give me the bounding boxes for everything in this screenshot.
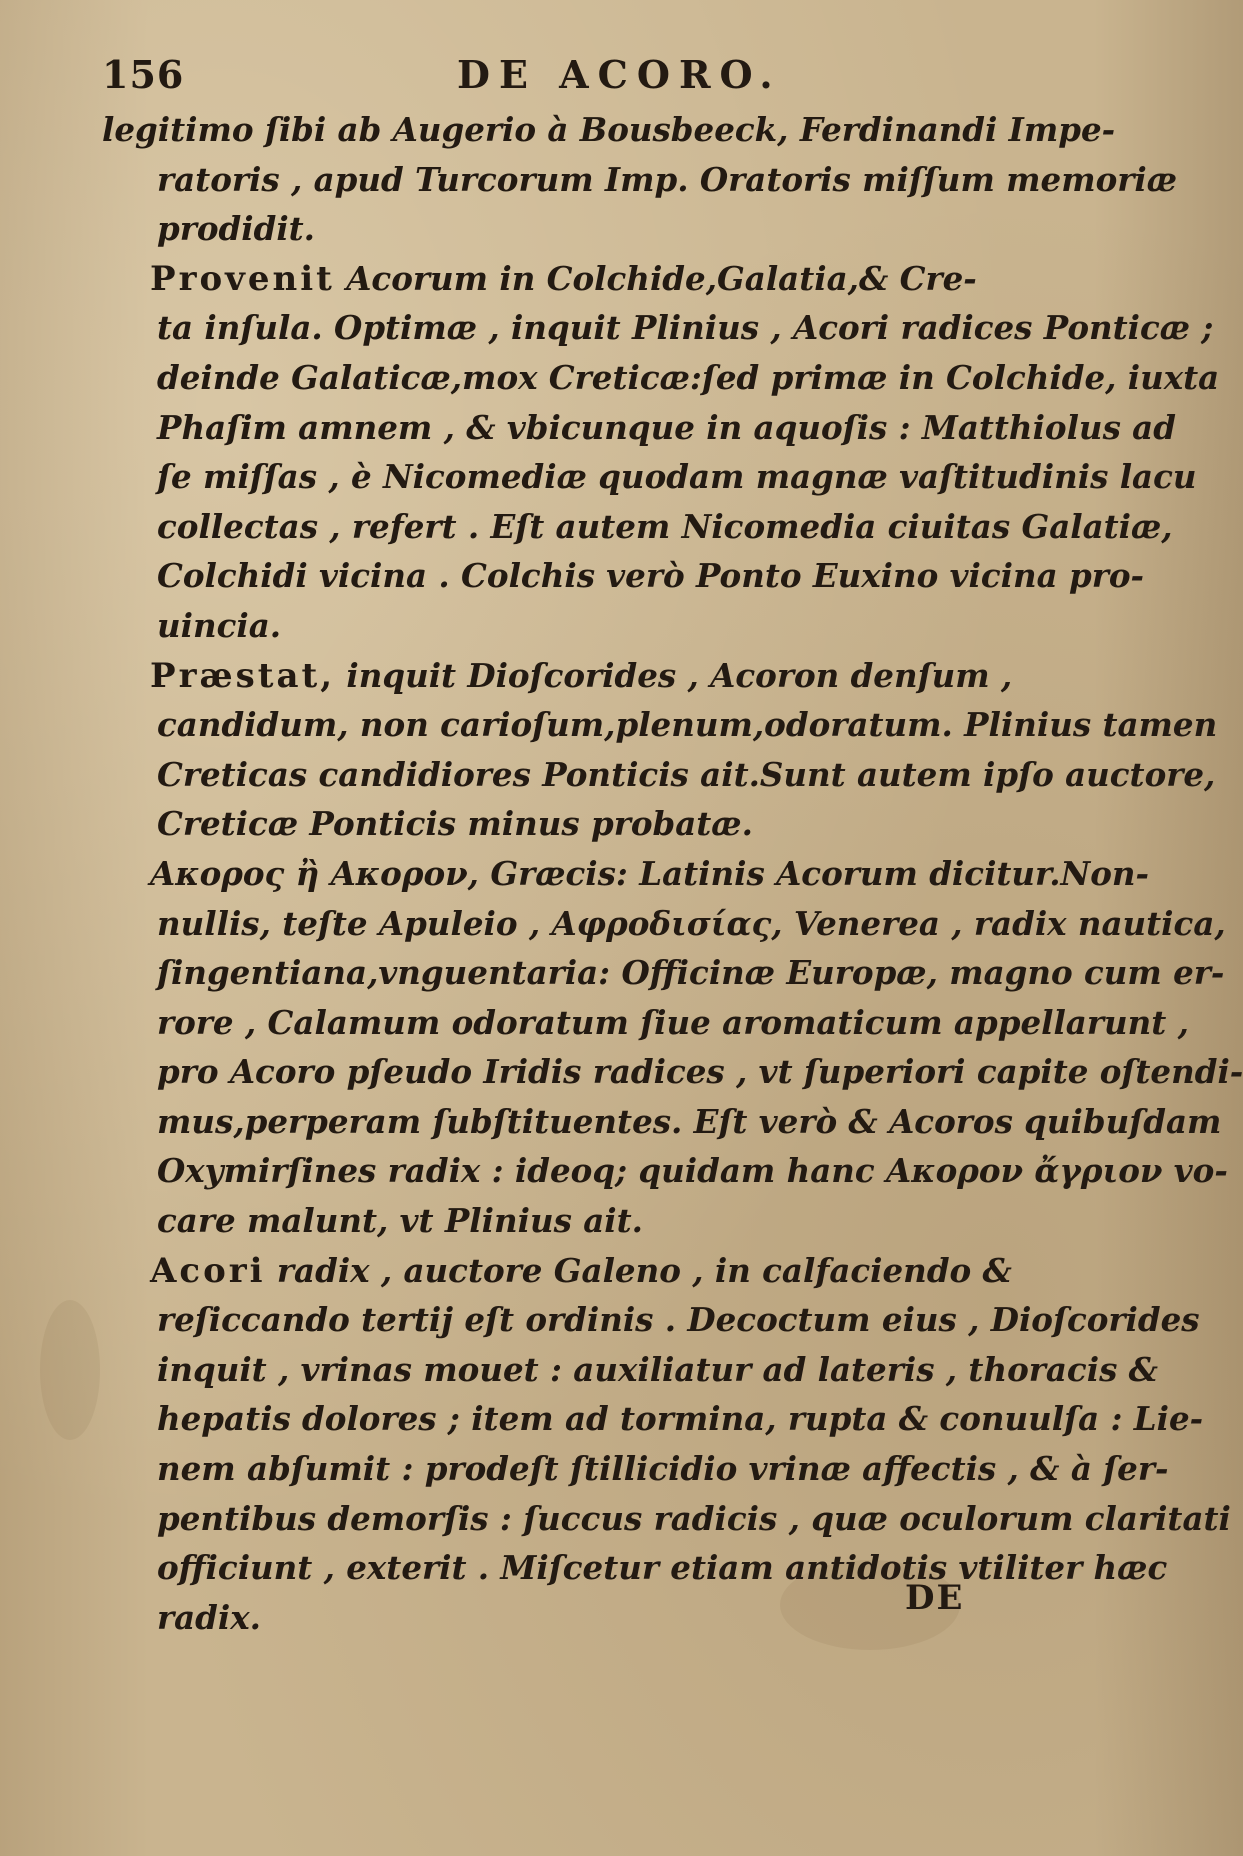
- text-line: candidum, non carioſum,plenum,odoratum. Plinius tamen: [157, 705, 1218, 745]
- text-line: prodidit.: [157, 209, 315, 249]
- text-line: officiunt , exterit . Miſcetur etiam antidotis vtiliter hæc: [157, 1548, 1168, 1588]
- text-line: Oxymirſines radix : ideoq; quidam hanc Ακορον ἄγριον vo-: [157, 1151, 1228, 1191]
- text-line: ta inſula. Optimæ , inquit Plinius , Acori radices Ponticæ ;: [157, 308, 1214, 348]
- text-line: pro Acoro pſeudo Iridis radices , vt ſuperiori capite oſtendi-: [157, 1052, 1243, 1092]
- text-line: ſe miſſas , è Nicomediæ quodam magnæ vaſtitudinis lacu: [157, 457, 1197, 497]
- text-line: uincia.: [157, 605, 282, 645]
- paragraph-lead-word: Acori: [150, 1250, 266, 1291]
- text-line: Phaſim amnem , & vbicunque in aquoſis : Matthiolus ad: [157, 407, 1176, 447]
- text-line: ratoris , apud Turcorum Imp. Oratoris miſſum memoriæ: [157, 159, 1178, 199]
- text-line: Creticæ Ponticis minus probatæ.: [157, 804, 753, 844]
- text-line: collectas , refert . Eſt autem Nicomedia ciuitas Galatiæ,: [157, 506, 1173, 546]
- text-line: inquit , vrinas mouet : auxiliatur ad lateris , thoracis &: [157, 1349, 1159, 1389]
- catchword: DE: [905, 1578, 965, 1618]
- text-line: legitimo ſibi ab Augerio à Bousbeeck, Ferdinandi Impe-: [102, 110, 1116, 149]
- text-block: [102, 105, 1243, 1642]
- paragraph-first-line: Provenit Acorum in Colchide,Galatia,& Cre-: [150, 258, 977, 299]
- paragraph-first-line: Præstat, inquit Dioſcorides , Acoron denſum ,: [150, 655, 1013, 696]
- text-line: radix.: [157, 1597, 261, 1637]
- paragraph-first-line: Ακορος ἢ Ακορον, Græcis: Latinis Acorum dicitur.Non-: [150, 853, 1150, 893]
- page-header: [102, 52, 942, 112]
- text-line: reſiccando tertij eſt ordinis . Decoctum eius , Dioſcorides: [157, 1300, 1200, 1340]
- paragraph-first-line: Acori radix , auctore Galeno , in calfaciendo &: [150, 1250, 1012, 1291]
- text-line: pentibus demorſis : ſuccus radicis , quæ oculorum claritati: [157, 1498, 1231, 1538]
- text-line: ſingentiana,vnguentaria: Officinæ Europæ, magno cum er-: [157, 953, 1225, 993]
- text-line: nullis, teſte Apuleio , Αφροδισίας, Venerea , radix nautica,: [157, 903, 1226, 943]
- text-line: Creticas candidiores Ponticis ait.Sunt autem ipſo auctore,: [157, 754, 1216, 794]
- text-line: deinde Galaticæ,mox Creticæ:ſed primæ in Colchide, iuxta: [157, 357, 1220, 397]
- text-line: hepatis dolores ; item ad tormina, rupta & conuulſa : Lie-: [157, 1399, 1204, 1439]
- running-head: DE ACORO.: [457, 52, 782, 97]
- text-line: mus,perperam ſubſtituentes. Eſt verò & Acoros quibuſdam: [157, 1101, 1222, 1141]
- paragraph-lead-word: Provenit: [150, 258, 335, 299]
- paper-stain: [40, 1300, 100, 1440]
- text-line: rore , Calamum odoratum ſiue aromaticum appellarunt ,: [157, 1002, 1189, 1042]
- text-line: nem abſumit : prodeſt ſtillicidio vrinæ affectis , & à ſer-: [157, 1449, 1169, 1489]
- page-number: 156: [102, 52, 185, 97]
- paragraph-lead-word: Præstat,: [150, 655, 336, 696]
- text-line: care malunt, vt Plinius ait.: [157, 1201, 643, 1241]
- text-line: Colchidi vicina . Colchis verò Ponto Euxino vicina pro-: [157, 556, 1144, 596]
